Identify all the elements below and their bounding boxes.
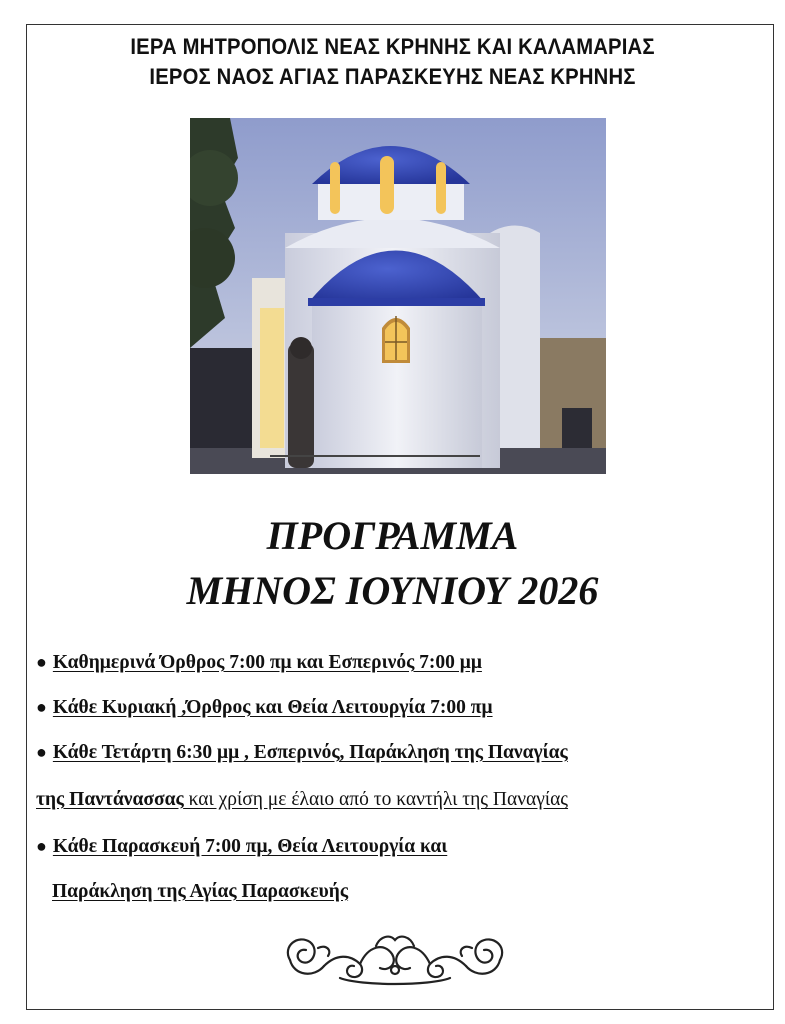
schedule-text: Κάθε Παρασκευή 7:00 πμ, Θεία Λειτουργία και: [52, 836, 448, 857]
header-church: ΙΕΡΟΣ ΝΑΟΣ ΑΓΙΑΣ ΠΑΡΑΣΚΕΥΗΣ ΝΕΑΣ ΚΡΗΝΗΣ: [149, 64, 636, 89]
bullet-icon: ●: [36, 697, 47, 717]
church-photo: [190, 118, 606, 474]
bullet-icon: ●: [36, 652, 47, 672]
schedule-item-daily: [36, 652, 482, 674]
schedule-text: Καθημερινά Όρθρος 7:00 πμ και Εσπερινός 7:00 μμ: [52, 652, 482, 673]
schedule-text: Παράκληση της Αγίας Παρασκευής: [52, 881, 349, 902]
program-title: ΠΡΟΓΡΑΜΜΑ: [266, 513, 519, 558]
bullet-icon: ●: [36, 742, 47, 762]
schedule-text-bold: της Παντάνασσας: [36, 789, 184, 810]
schedule-item-wednesday: [36, 742, 568, 764]
schedule-item-wednesday-cont: [36, 789, 568, 811]
schedule-text-normal: και χρίση με έλαιο από το καντήλι της Παναγίας: [183, 789, 569, 810]
bullet-icon: ●: [36, 836, 47, 856]
month-title: ΜΗΝΟΣ ΙΟΥΝΙΟΥ 2026: [186, 568, 599, 613]
schedule-text: Κάθε Τετάρτη 6:30 μμ , Εσπερινός, Παράκληση της Παναγίας: [52, 742, 568, 763]
schedule-item-friday: [36, 836, 447, 858]
header-metropolis: ΙΕΡΑ ΜΗΤΡΟΠΟΛΙΣ ΝΕΑΣ ΚΡΗΝΗΣ ΚΑΙ ΚΑΛΑΜΑΡΙΑΣ: [130, 34, 655, 59]
schedule-text: Κάθε Κυριακή ,Όρθρος και Θεία Λειτουργία 7:00 πμ: [52, 697, 493, 718]
schedule-item-friday-cont: [52, 881, 348, 903]
schedule-item-sunday: [36, 697, 493, 719]
ornament-divider-icon: [280, 926, 510, 992]
